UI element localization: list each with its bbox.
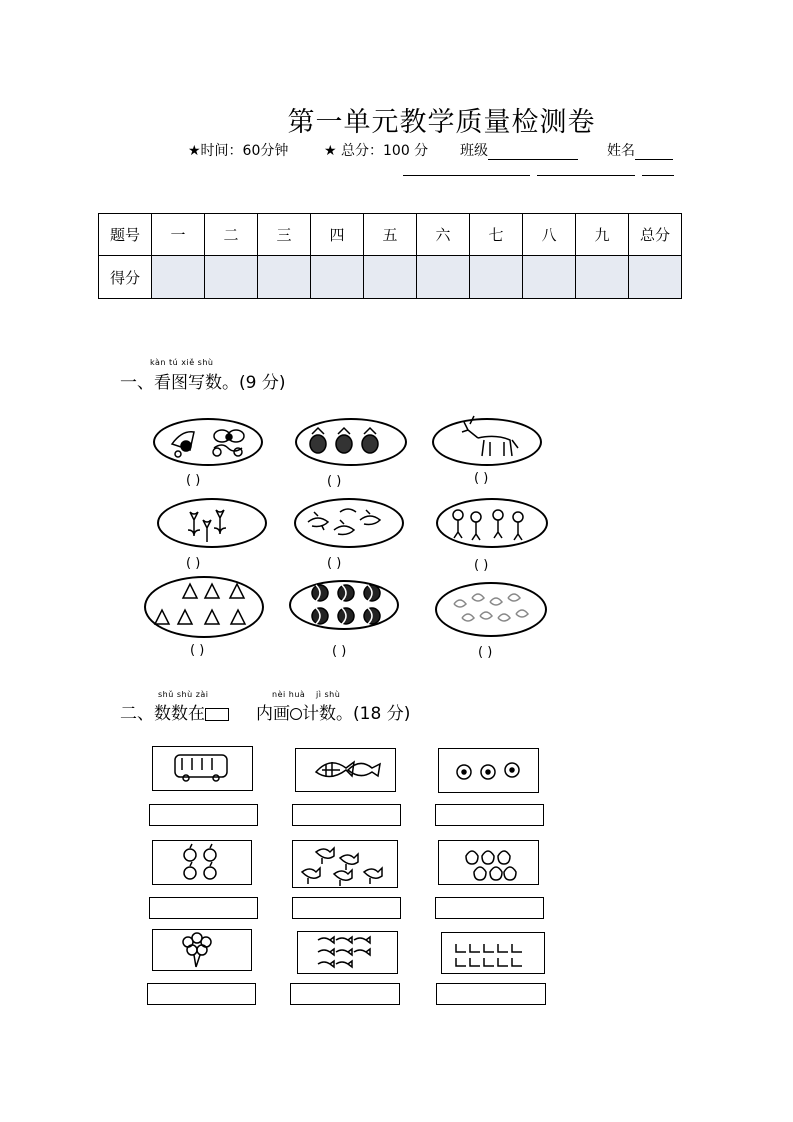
total-info: ★ 总分：100 分	[324, 143, 429, 159]
answer-paren[interactable]: ( )	[186, 473, 201, 488]
fish-icon	[316, 762, 380, 777]
score-row-label: 得分	[99, 256, 152, 299]
score-header-cell: 九	[576, 214, 629, 256]
page-title: 第一单元教学质量检测卷	[287, 107, 596, 138]
score-header-cell: 五	[364, 214, 417, 256]
answer-paren[interactable]: ( )	[474, 558, 489, 573]
ball-icon	[312, 585, 380, 624]
section2-part2: 内画	[256, 704, 291, 724]
class-label: 班级	[460, 143, 488, 159]
peach-icon	[466, 851, 516, 880]
answer-paren[interactable]: ( )	[474, 471, 489, 486]
score-header-cell: 题号	[99, 214, 152, 256]
score-header-cell: 八	[523, 214, 576, 256]
bus-icon	[175, 755, 227, 781]
section2-pinyin-b: nèi huà	[272, 690, 306, 699]
answer-paren[interactable]: ( )	[332, 644, 347, 659]
section1-title: 一、看图写数。(9 分)	[120, 373, 286, 393]
answer-paren[interactable]: ( )	[190, 643, 205, 658]
answer-paren[interactable]: ( )	[478, 645, 493, 660]
bell-icon	[172, 432, 194, 457]
rooster-icon	[302, 848, 382, 886]
score-header-cell: 六	[417, 214, 470, 256]
section2-pinyin-a: shǔ shù zài	[158, 690, 209, 699]
small-fish-icon	[318, 937, 370, 967]
score-header-cell: 七	[470, 214, 523, 256]
children-icon	[453, 510, 523, 540]
score-header-cell: 二	[205, 214, 258, 256]
section2-pinyin-c: jì shù	[316, 690, 341, 699]
score-header-cell: 总分	[629, 214, 682, 256]
answer-paren[interactable]: ( )	[186, 556, 201, 571]
lizard-icon	[308, 509, 380, 535]
flower-icon	[457, 763, 519, 779]
donkey-icon	[462, 416, 518, 456]
answer-paren[interactable]: ( )	[327, 474, 342, 489]
section2-part3: 计数。(18 分)	[302, 704, 411, 724]
score-header-cell: 一	[152, 214, 205, 256]
balloon-icon	[183, 933, 211, 967]
section2-part1: 二、数数在	[120, 704, 205, 724]
leaf-icon	[454, 594, 528, 621]
pineapple-icon	[310, 428, 378, 453]
tulip-icon	[188, 510, 226, 542]
section1-pinyin: kàn tú xiě shù	[150, 358, 214, 367]
bow-icon	[213, 430, 244, 456]
apple-icon	[184, 844, 216, 879]
time-info: ★时间：60分钟	[188, 143, 289, 159]
answer-paren[interactable]: ( )	[327, 556, 342, 571]
score-header-cell: 三	[258, 214, 311, 256]
name-label: 姓名	[607, 143, 635, 159]
bamboo-shoot-icon	[155, 584, 245, 624]
duck-icon	[456, 944, 522, 966]
score-header-cell: 四	[311, 214, 364, 256]
